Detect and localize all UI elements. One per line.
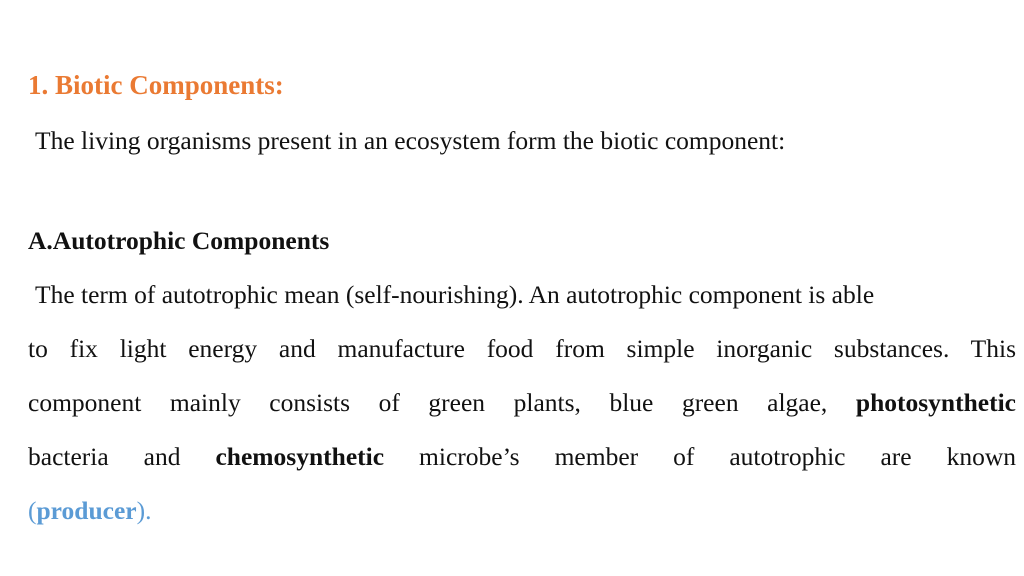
paragraph-line-2: to fix light energy and manufacture food from simple inorganic substances. This	[28, 334, 1016, 363]
term-photosynthetic: photosynthetic	[855, 388, 1016, 417]
section-heading: 1. Biotic Components:	[28, 70, 284, 100]
line3-text: component mainly consists of green plants, blue green algae,	[28, 388, 856, 417]
term-chemosynthetic: chemosynthetic	[215, 442, 385, 471]
paragraph-line-5	[28, 496, 151, 526]
paren-open: (	[28, 496, 37, 525]
line4-text-start: bacteria and	[28, 442, 216, 471]
paren-close: ).	[136, 496, 152, 525]
section-intro: The living organisms present in an ecosystem form the biotic component:	[35, 126, 786, 155]
paragraph-line-3	[28, 388, 1016, 418]
term-producer: producer	[36, 496, 137, 525]
paragraph-line-4	[28, 442, 1016, 472]
subsection-heading: A.Autotrophic Components	[28, 226, 330, 255]
paragraph-line-1: The term of autotrophic mean (self-nourishing). An autotrophic component is able	[35, 280, 875, 309]
line4-text-end: microbe’s member of autotrophic are known	[384, 442, 1016, 471]
